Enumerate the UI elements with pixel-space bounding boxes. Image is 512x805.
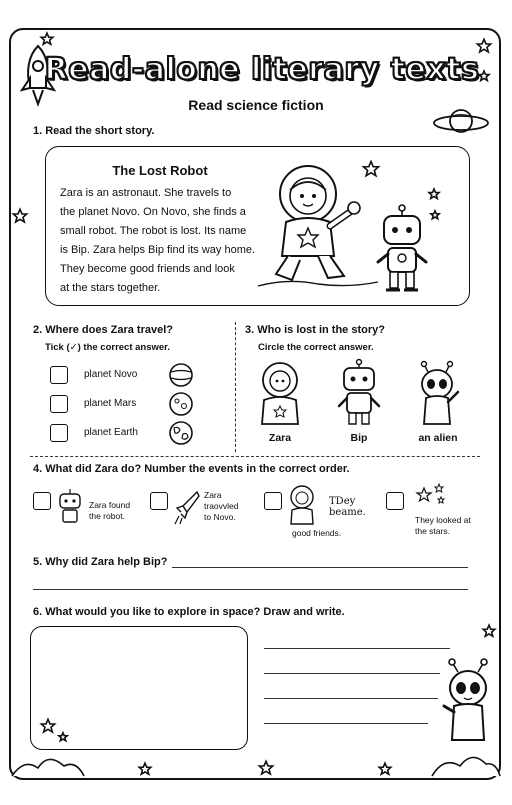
choice-bip[interactable]: Bip — [350, 432, 368, 444]
astronaut-illustration — [258, 156, 378, 296]
story-line: They become good friends and look — [60, 263, 235, 275]
worksheet-title: Read-alone literary texts — [44, 51, 480, 87]
story-line: the planet Novo. On Novo, she finds a — [60, 206, 246, 218]
choice-zara[interactable]: Zara — [268, 432, 292, 444]
rocket-icon — [173, 490, 201, 526]
order-box-event-3[interactable] — [264, 492, 282, 510]
writing-line-1[interactable] — [264, 648, 450, 649]
q1-heading: 1. Read the short story. — [33, 125, 155, 137]
event-1-text: Zara found the robot. — [89, 500, 131, 521]
worksheet-title-banner — [44, 44, 480, 94]
q2-heading: 2. Where does Zara travel? — [33, 324, 173, 336]
earth-icon — [168, 420, 194, 446]
q5-heading: 5. Why did Zara help Bip? — [33, 556, 168, 568]
star-icon — [40, 718, 56, 734]
story-line: Zara is an astronaut. She travels to — [60, 187, 232, 199]
event-4-text: They looked at the stars. — [415, 515, 471, 536]
story-text — [60, 184, 270, 298]
order-box-event-4[interactable] — [386, 492, 404, 510]
star-icon — [258, 760, 274, 776]
story-line: at the stars together. — [60, 282, 161, 294]
q3-heading: 3. Who is lost in the story? — [245, 324, 385, 336]
event-2-text: Zara traovvled to Novo. — [204, 490, 239, 522]
star-icon — [58, 732, 68, 742]
star-icon — [478, 70, 490, 82]
zara-astronaut-icon[interactable] — [256, 360, 304, 426]
star-icon — [430, 210, 440, 220]
star-icon — [482, 624, 496, 638]
star-icon — [378, 762, 392, 776]
robot-illustration — [372, 206, 432, 296]
option-planet-novo: planet Novo — [84, 369, 138, 380]
tick-box-planet-novo[interactable] — [50, 366, 68, 384]
answer-line-1[interactable] — [172, 567, 468, 568]
tick-box-planet-earth[interactable] — [50, 424, 68, 442]
order-box-event-2[interactable] — [150, 492, 168, 510]
worksheet-subtitle: Read science fiction — [188, 97, 324, 113]
alien-illustration — [440, 660, 496, 748]
alien-icon[interactable] — [412, 362, 462, 426]
writing-line-4[interactable] — [264, 723, 428, 724]
story-title: The Lost Robot — [112, 163, 208, 178]
q2-instruction: Tick (✓) the correct answer. — [45, 342, 170, 353]
answer-line-2[interactable] — [33, 589, 468, 590]
q3-instruction: Circle the correct answer. — [258, 342, 374, 353]
section-divider — [30, 456, 480, 457]
q6-heading: 6. What would you like to explore in space? Draw and write. — [33, 606, 345, 618]
star-icon — [40, 32, 54, 46]
event-3-text-b: good friends. — [292, 528, 342, 538]
q4-heading: 4. What did Zara do? Number the events in the correct order. — [33, 463, 350, 475]
star-icon — [12, 208, 28, 224]
writing-line-2[interactable] — [264, 673, 440, 674]
option-planet-earth: planet Earth — [84, 427, 138, 438]
bip-robot-icon[interactable] — [336, 360, 382, 426]
column-divider — [235, 322, 236, 452]
star-icon — [428, 188, 440, 200]
stars-icon — [414, 482, 448, 508]
event-3-text-a: TDey beame. — [329, 496, 366, 518]
writing-line-3[interactable] — [264, 698, 438, 699]
choice-an-alien[interactable]: an alien — [418, 432, 458, 444]
star-icon — [362, 160, 380, 178]
planet-icon — [168, 362, 194, 388]
tick-box-planet-mars[interactable] — [50, 395, 68, 413]
astronaut-icon — [286, 484, 318, 526]
star-icon — [138, 762, 152, 776]
order-box-event-1[interactable] — [33, 492, 51, 510]
story-line: is Bip. Zara helps Bip find its way home. — [60, 244, 256, 256]
mars-icon — [168, 391, 194, 417]
robot-icon — [56, 488, 84, 524]
option-planet-mars: planet Mars — [84, 398, 137, 409]
story-line: small robot. The robot is lost. Its name — [60, 225, 247, 237]
